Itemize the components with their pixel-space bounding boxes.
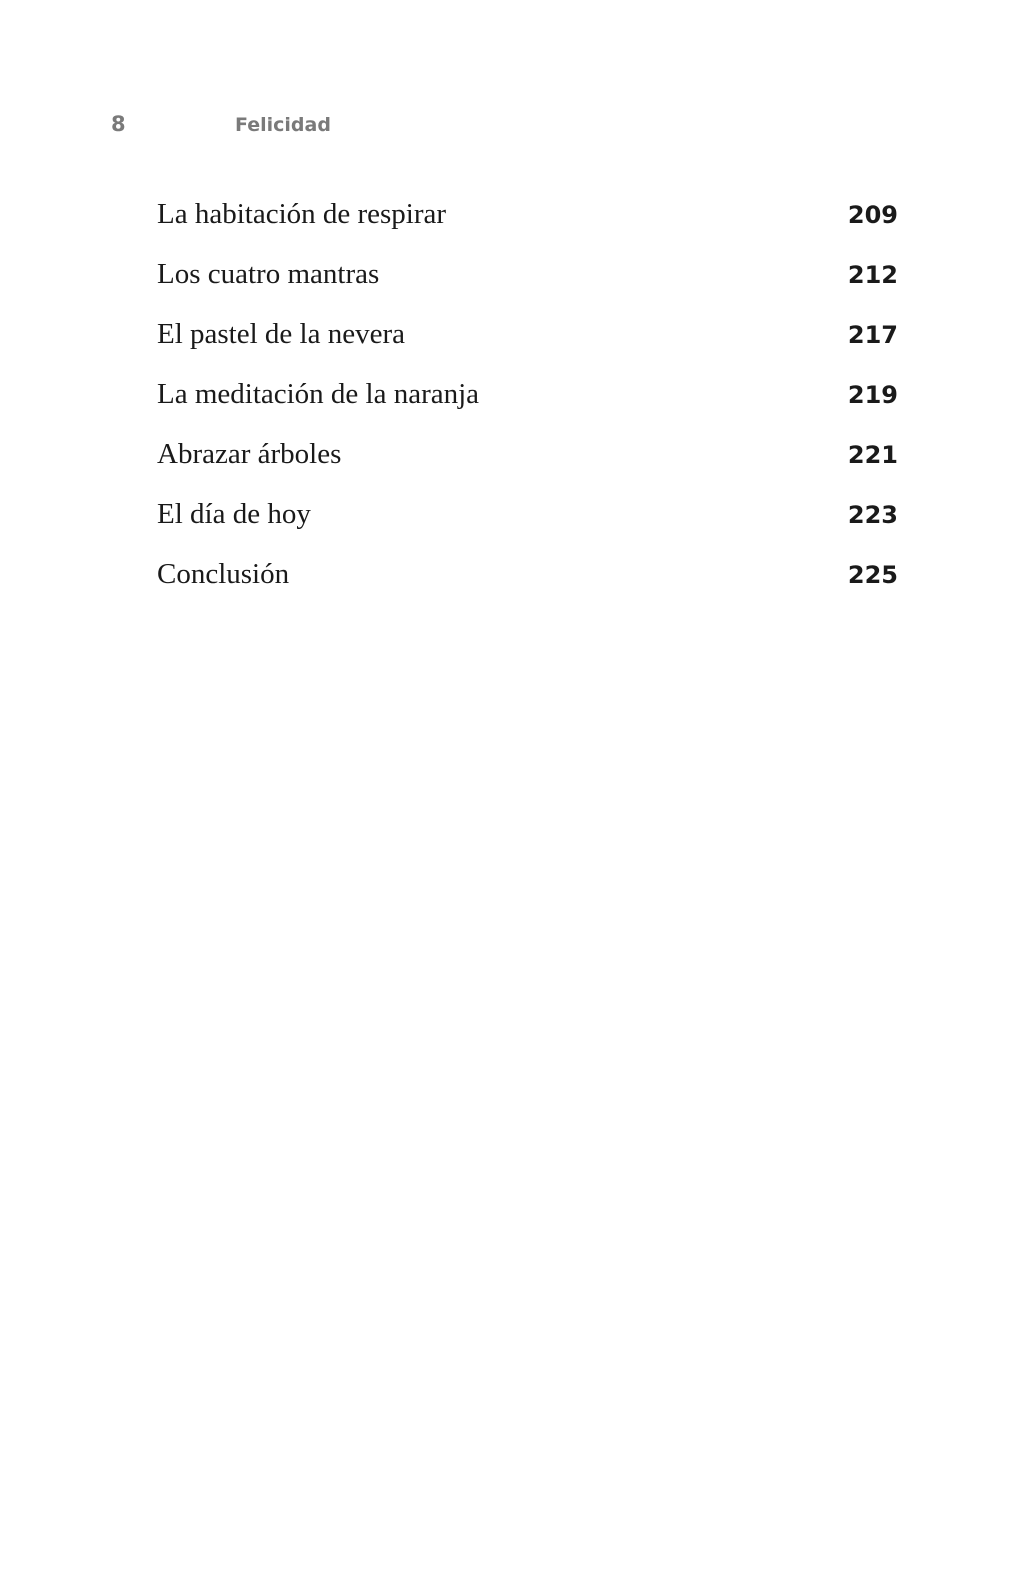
- toc-entry: [157, 318, 898, 378]
- toc-entry-title: La habitación de respirar: [157, 198, 447, 230]
- toc-entry-page: 219: [847, 381, 898, 409]
- running-head: [111, 112, 511, 142]
- toc-entry: [157, 378, 898, 438]
- toc-entry: [157, 438, 898, 498]
- toc-entry-page: 223: [847, 501, 898, 529]
- toc-entry: [157, 198, 898, 258]
- toc-entry-title: Abrazar árboles: [157, 438, 342, 470]
- toc-entry-title: El pastel de la nevera: [157, 318, 405, 350]
- toc-entry-page: 217: [847, 321, 898, 349]
- toc-entry: [157, 558, 898, 618]
- toc-entry: [157, 498, 898, 558]
- toc-entry: [157, 258, 898, 318]
- toc-entry-page: 209: [847, 201, 898, 229]
- toc-entry-title: La meditación de la naranja: [157, 378, 480, 410]
- page-number: 8: [111, 112, 126, 136]
- toc-entry-title: Conclusión: [157, 558, 290, 590]
- table-of-contents: [157, 198, 898, 618]
- toc-entry-title: Los cuatro mantras: [157, 258, 380, 290]
- toc-entry-page: 225: [847, 561, 898, 589]
- toc-entry-page: 212: [847, 261, 898, 289]
- toc-entry-page: 221: [847, 441, 898, 469]
- toc-entry-title: El día de hoy: [157, 498, 311, 530]
- book-title: Felicidad: [235, 114, 331, 136]
